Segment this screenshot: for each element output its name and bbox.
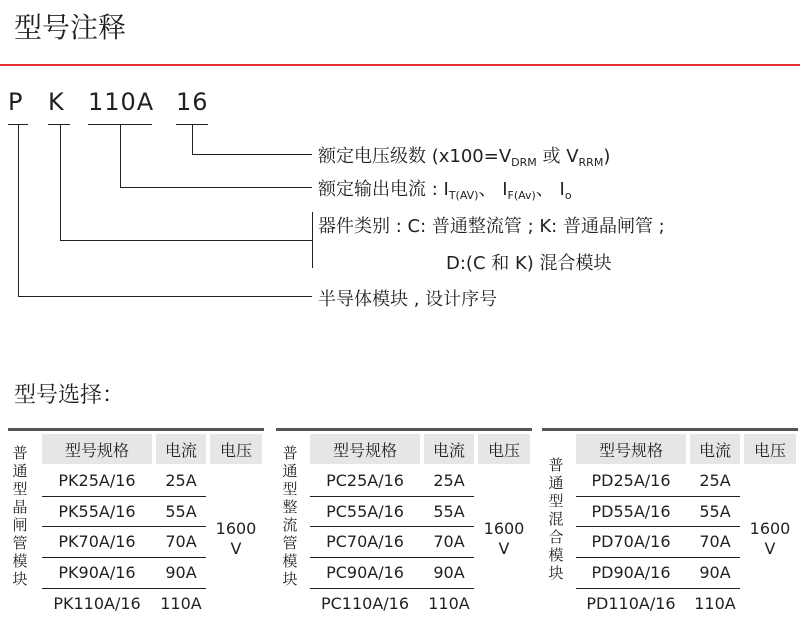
cell-current: 55A (433, 502, 465, 521)
cell-current: 90A (165, 563, 197, 582)
voltage-value-cell (210, 519, 262, 559)
cell-model: PD70A/16 (591, 532, 671, 551)
cell-current: 55A (165, 502, 197, 521)
connector-current-h (120, 187, 312, 188)
cell-model: PD110A/16 (586, 594, 676, 613)
cell-model: PD25A/16 (591, 471, 671, 490)
cell-current: 70A (699, 532, 731, 551)
connector-series-v (18, 124, 19, 296)
connector-voltage-v (192, 124, 193, 154)
cell-current: 110A (428, 594, 470, 613)
voltage-value: 1600 (749, 519, 791, 538)
cell-model: PD55A/16 (591, 502, 671, 521)
cell-current: 110A (694, 594, 736, 613)
selection-title: 型号选择： (14, 383, 125, 408)
cell-model: PD90A/16 (591, 563, 671, 582)
connector-current-v (120, 124, 121, 187)
table-top-rule (276, 428, 532, 431)
cell-current: 70A (165, 532, 197, 551)
header-model: 型号规格 (576, 434, 686, 464)
annotation-voltage: 额定电压级数 ($x100=V_{DRM}$ 或 $V_{RRM}$) (318, 146, 611, 169)
code-current: 110A (88, 88, 155, 116)
page-title: 型号注释 (14, 11, 127, 44)
cell-model: PK70A/16 (58, 532, 136, 551)
voltage-unit: V (498, 539, 510, 558)
annotation-type-line2: D:(C 和 K) 混合模块 (446, 253, 612, 274)
cell-model: PC90A/16 (326, 563, 404, 582)
cell-model: PC110A/16 (320, 594, 410, 613)
annotation-type-line1: 器件类别 : C: 普通整流管 ; K: 普通晶闸管 ; (318, 216, 665, 237)
connector-series-h (18, 296, 312, 297)
header-current: 电流 (424, 434, 474, 464)
header-voltage: 电压 (478, 434, 530, 464)
code-voltage: 16 (176, 88, 209, 116)
header-current: 电流 (156, 434, 206, 464)
cell-current: 25A (699, 471, 731, 490)
voltage-unit: V (230, 539, 242, 558)
header-voltage: 电压 (744, 434, 796, 464)
cell-model: PC70A/16 (326, 532, 404, 551)
header-current: 电流 (690, 434, 740, 464)
voltage-value-cell (744, 519, 796, 559)
code-underline-k (48, 124, 70, 125)
cell-model: PK90A/16 (58, 563, 136, 582)
cell-model: PK55A/16 (58, 502, 136, 521)
voltage-unit: V (764, 539, 776, 558)
cell-current: 25A (433, 471, 465, 490)
annotation-series: 半导体模块 , 设计序号 (318, 289, 498, 310)
table-top-rule (542, 428, 798, 431)
cell-model: PC55A/16 (326, 502, 404, 521)
cell-current: 55A (699, 502, 731, 521)
table-category-label: 普通型混合模块 (548, 456, 564, 582)
cell-current: 70A (433, 532, 465, 551)
cell-model: PK110A/16 (53, 594, 141, 613)
title-divider (0, 64, 800, 66)
connector-voltage-h (192, 154, 312, 155)
code-letter-k: K (48, 88, 65, 116)
table-category-label: 普通型晶闸管模块 (12, 444, 28, 588)
table-top-rule (8, 428, 264, 431)
voltage-value: 1600 (215, 519, 257, 538)
code-letter-p: P (8, 88, 24, 116)
header-model: 型号规格 (310, 434, 420, 464)
connector-type-bracket (312, 212, 313, 268)
connector-type-h (60, 240, 312, 241)
cell-current: 90A (699, 563, 731, 582)
voltage-value: 1600 (483, 519, 525, 538)
cell-current: 110A (160, 594, 202, 613)
annotation-current: 额定输出电流 : $I_{T(AV)}$、 $I_{F(Av)}$、 $I_o$ (318, 179, 572, 202)
voltage-value-cell (478, 519, 530, 559)
cell-current: 90A (433, 563, 465, 582)
header-model: 型号规格 (42, 434, 152, 464)
header-voltage: 电压 (210, 434, 262, 464)
connector-type-v (60, 124, 61, 240)
cell-model: PC25A/16 (326, 471, 404, 490)
table-category-label: 普通型整流管模块 (282, 444, 298, 588)
cell-current: 25A (165, 471, 197, 490)
cell-model: PK25A/16 (58, 471, 136, 490)
